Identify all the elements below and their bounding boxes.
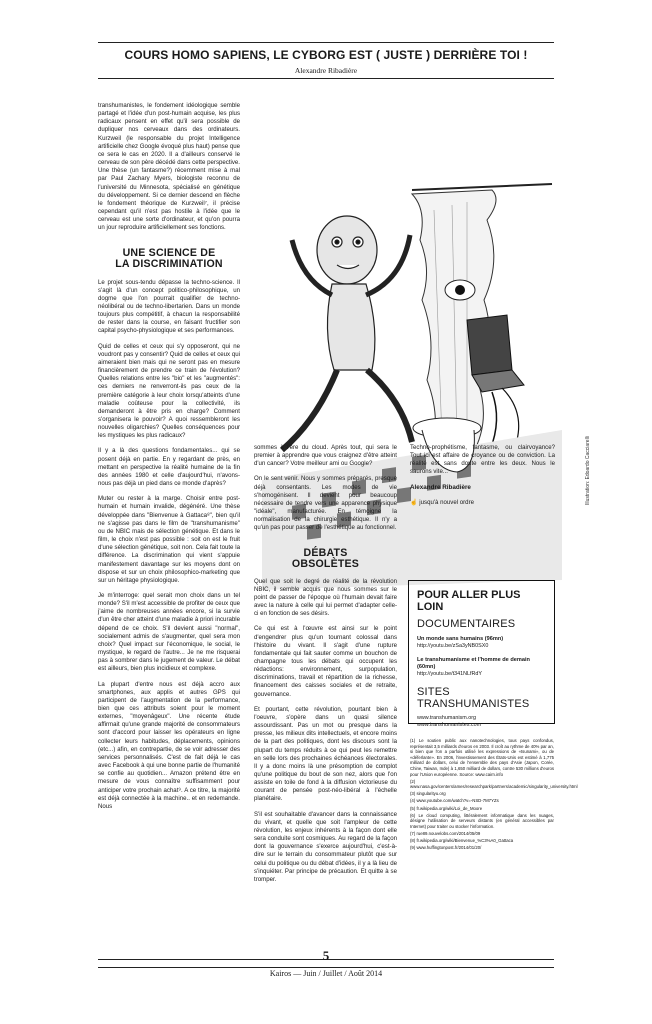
article-byline: Alexandre Ribadière [294, 66, 358, 75]
col1-paragraph: Muter ou rester à la marge. Choisir entre post-humain et humain invalide, dégénéré. Une thèse développée dans "Bienvenue à Gattaca⁸", bien qu'il ne s'agisse pas dans le film de "transhumanisme" ou de NBIC mais de sélection génétique. Et dans le film, le choix n'est pas possible : soit on est le fruit d'une sélection génétique, soit non. Cela fait toute la différence. La discrimination qui vient s'appuie manifestement davantage sur les moyens dont on dispose et sur un choix philosophico-marketing que sur un héritage physiologique. [98, 495, 240, 584]
doc2-link[interactable]: http://youtu.be/t341NLfRdY [417, 671, 483, 677]
footnote-item: (6) Le cloud computing, littéralement informatique dans les nuages, désigne l'utilisation de serveurs distants (en général accessibles par Internet) pour traiter ou stocker l'information. [410, 812, 554, 829]
col1-paragraph: Il y a là des questions fondamentales... qui se posent déjà en partie. En y regardant de près, en mettant en perspective la réalité humaine de la fin des années 1980 et celle d'aujourd'hui, n'avons-nous pas déjà un pied dans ce monde d'après? [98, 447, 240, 488]
article-headline: COURS HOMO SAPIENS, LE CYBORG EST ( JUSTE ) DERRIÈRE TOI ! [124, 48, 528, 62]
col2-paragraph: S'il est souhaitable d'avancer dans la connaissance du vivant, et quelle que soit l'ampleur de cette révolution, les enjeux inhérents à la façon dont elle sera conduite sont cosmiques. Au regard de la façon dont la gouvernance s'exerce aujourd'hui, c'est-à-dire sur le terrain du consommateur plutôt que sur celui du politique ou du débat d'idées, il y a là lieu de s'inquiéter. Par principe de précaution. Et quitte à se tromper. [254, 810, 397, 883]
site1-link[interactable]: www.transhumanism.org [417, 715, 477, 721]
column-2 [254, 444, 397, 891]
author-signature: Alexandre Ribadière [410, 483, 471, 491]
col2-paragraph: Ce qui est à l'œuvre est ainsi sur le point d'engendrer plus qu'un tournant colossal dans l'histoire du vivant. Il s'agit d'une rupture fondamentale qui fait sauter comme un bouchon de champagne tous les débats qui occupent les rédactions: environnement, surpopulation, discriminations, travail et répartition de la richesse, financement des caisses sociales et de retraite, gouvernance. [254, 625, 397, 698]
footnote-item: (1) Le soutien public aux nanotechnologies, tous pays confondus, représentait 3,5 milliards d'euros en 2003. Il croît au rythme de 40% par an, si bien que l'on a parfois utilisé les expressions de «tsunami», ou de «déferlante». En 2006, l'investissement des États-Unis est estimé à 1,775 milliard de dollars, celui de l'ensemble des pays d'Asie (Japon, Corée, Chine, Taiwan, Inde) à 1,650 milliard de dollars, contre 530 millions d'euros pour l'Union européenne. Source: www.cairn.info [410, 738, 554, 777]
further-reading-box [408, 580, 555, 728]
footnote-item[interactable]: (2) www.nasa.gov/centers/ames/researchpark/partners/academic/singularity_university.html [410, 778, 578, 790]
footnote-item[interactable]: (4) www.youtube.com/watch?v=-NSD-7M7YZs [410, 798, 499, 804]
doc2-title: Le transhumanisme et l'homme de demain (60mn) [417, 657, 530, 670]
top-rule [98, 42, 554, 43]
section-heading-debats: DÉBATS OBSOLÈTES [291, 546, 360, 571]
footnotes [410, 738, 578, 852]
footnote-item[interactable]: (7) rue89.nouvelobs.com/2014/05/09 [410, 830, 481, 836]
section-heading-discrimination: UNE SCIENCE DE LA DISCRIMINATION [115, 246, 223, 270]
column-3 [410, 444, 555, 514]
footnote-item[interactable]: (8) fr.wikipedia.org/wiki/Bienvenue_%C3%A0_Gattaca [410, 838, 514, 843]
box-sites-heading: SITES TRANSHUMANISTES [417, 686, 530, 710]
hand-icon: ☝ [410, 498, 418, 506]
column-1 [98, 102, 240, 818]
col1-paragraph: Le projet sous-tendu dépasse la techno-science. Il s'agit là d'un concept politico-philosophique, un dogme que l'on pourrait qualifier de techno-néolibéral ou de techno-libertarien. Dans un monde toujours plus compétitif, à chacun la responsabilité de rester dans la course, en faisant fructifier son capital psycho-physiologique et ses performances. [98, 278, 240, 335]
doc1-link[interactable]: http://youtu.be/zSa3yNB0SX0 [417, 643, 489, 649]
footer-rule-2 [98, 967, 554, 968]
footnote-marker [410, 499, 555, 507]
doc1-title: Un monde sans humains (96mn) [417, 636, 504, 642]
footnote-item[interactable]: (5) fr.wikipedia.org/wiki/Loi_de_Moore [410, 805, 483, 811]
col2-paragraph: Quel que soit le degré de réalité de la révolution NBIC, il semble acquis que nous sommes sur le point de passer de l'époque où l'humain devait faire avec la nature à celle qui lui permet d'adapter celle-ci en fonction de ses désirs. [254, 577, 397, 618]
box-title: POUR ALLER PLUS LOIN [417, 589, 521, 613]
figure-shape [282, 216, 412, 450]
footnote-item[interactable]: (9) www.huffingtonpost.fr/2014/01/20/ [410, 845, 482, 851]
col2-paragraph: On le sent venir. Nous y sommes préparés, presque déjà consentants. Les modes de vie s'homogénisent. Il devient pour beaucoup nécessaire de tendre vers une apparence physique "idéale", manufacturée. En témoigne la normalisation de la chirurgie esthétique. Il n'y a qu'un pas pour passer de l'esthétique au fonctionnel. [254, 475, 397, 532]
col1-paragraph: Quid de celles et ceux qui s'y opposeront, qui ne voudront pas y consentir? Quid de celles et ceux qui aimeraient bien mais qui ne seront pas en mesure financièrement de prendre ce train de l'évolution? Quelles relations entre les "bio" et les "augmentés": ces derniers ne renverront-ils pas ceux de la première catégorie à leur choix lorsqu'atteints d'une maladie coûteuse pour la collectivité, ils demanderont à être pris en charge? Comment s'organisera le pouvoir? A quoi ressembleront les nouvelles oligarchies? Quelles conséquences pour les mystiques les plus radicaux? [98, 342, 240, 440]
header-rule [98, 78, 554, 79]
col1-paragraph: Je m'interroge: quel serait mon choix dans un tel monde? S'il m'est accessible de profiter de ceux que j'aime de nombreuses années encore, si la survie d'un être cher atteint d'une maladie à priori incurable dépend de ce choix. S'il devient aussi "normal", socialement admis de s'augmenter, quel sera mon choix? Quel impact sur l'économique, le social, le mystique, le regard de l'autre... Je ne me risquerai pas à sombrer dans le jugement de valeur. Le débat est ailleurs, bien plus incidieux et complexe. [98, 591, 240, 673]
page-number: 5 [322, 948, 330, 963]
box-docs-heading: DOCUMENTAIRES [417, 618, 516, 630]
col2-paragraph: sommes à l'ère du cloud. Après tout, qui sera le premier à apprendre que vous craignez d'être atteint d'un cancer? Votre meilleur ami ou Google? [254, 444, 397, 468]
site2-link[interactable]: www.transhumanistes.com [417, 722, 482, 728]
col2-paragraph: Et pourtant, cette révolution, pourtant bien à l'oeuvre, s'opère dans un quasi silence assourdissant. Pas un mot ou presque dans la presse, les milieux dits intellectuels, et encore moins de la part des politiques, dont les discours sont la plupart du temps réduits à ce qui peut les remettre en selle lors des prochaines échéances électorales. Il y a donc moins là une présomption de complot qu'une politique du bout de son nez, alors que l'on assiste en toile de fond à la diffusion victorieuse du courant de pensée post-néo-libéral à l'échelle planétaire. [254, 705, 397, 803]
col1-paragraph: transhumanistes, le fondement idéologique semble partagé et l'idée d'un post-humain acquise, les plus radicaux pensent en effet qu'il sera possible de dupliquer nos cerveaux dans des ordinateurs. Kurzweil (le responsable du projet Intelligence artificielle chez Google évoqué plus haut) pense que ce sera le cas en 2020. Il a d'ailleurs conservé le cerveau de son père décédé dans cette perspective. Une thèse (un fantasme?) récemment mise à mal par Paul Zachary Myers, biologiste reconnu de l'université du Minnesota, spécialisé en génétique du développement. Si ce dernier descend en flèche le fondement théorique de Kurzweil⁷, il précise cependant qu'il n'est pas hostile à l'idée que le cerveau est une sorte d'ordinateur, et qu'on pourra un jour reproduire artificiellement ses fonctions. [98, 102, 240, 232]
col3-paragraph: Techno-prophétisme, fantasme, ou clairvoyance? Tout ici est affaire de croyance ou de conviction. La réalité est sans doute entre les deux. Nous le saurons vite... [410, 444, 555, 476]
footnote-marker-text: jusqu'à nouvel ordre [419, 498, 474, 506]
publication-footer: Kairos — Juin / Juillet / Août 2014 [269, 969, 383, 978]
illustration-credit: Illustration: Edoardo Cacciarelli [585, 436, 591, 505]
laptop-shape [467, 315, 524, 392]
col1-paragraph: La plupart d'entre nous est déjà accro aux smartphones, aux applis et autres GPS qui participent de l'augmentation de la performance, bien que ces attributs soient pour le moment externes, "moyenâgeux". Une récente étude affirmait qu'une grande majorité de consommateurs sont d'accord pour laisser les opérateurs en ligne collecter leurs habitudes, déplacements, opinions (etc...) afin, en contrepartie, de se voir adresser des services personnalisés. C'est de fait déjà le cas avec Facebook à qui une bonne partie de l'humanité se confie au quotidien... Amazon prétend être en mesure de vous connaître suffisamment pour anticiper votre prochain achat⁹. A ce titre, la majorité est déjà connectée à la machine.. et en redemande. Nous [98, 680, 240, 810]
footnote-item[interactable]: (3) singularityu.org [410, 791, 446, 797]
